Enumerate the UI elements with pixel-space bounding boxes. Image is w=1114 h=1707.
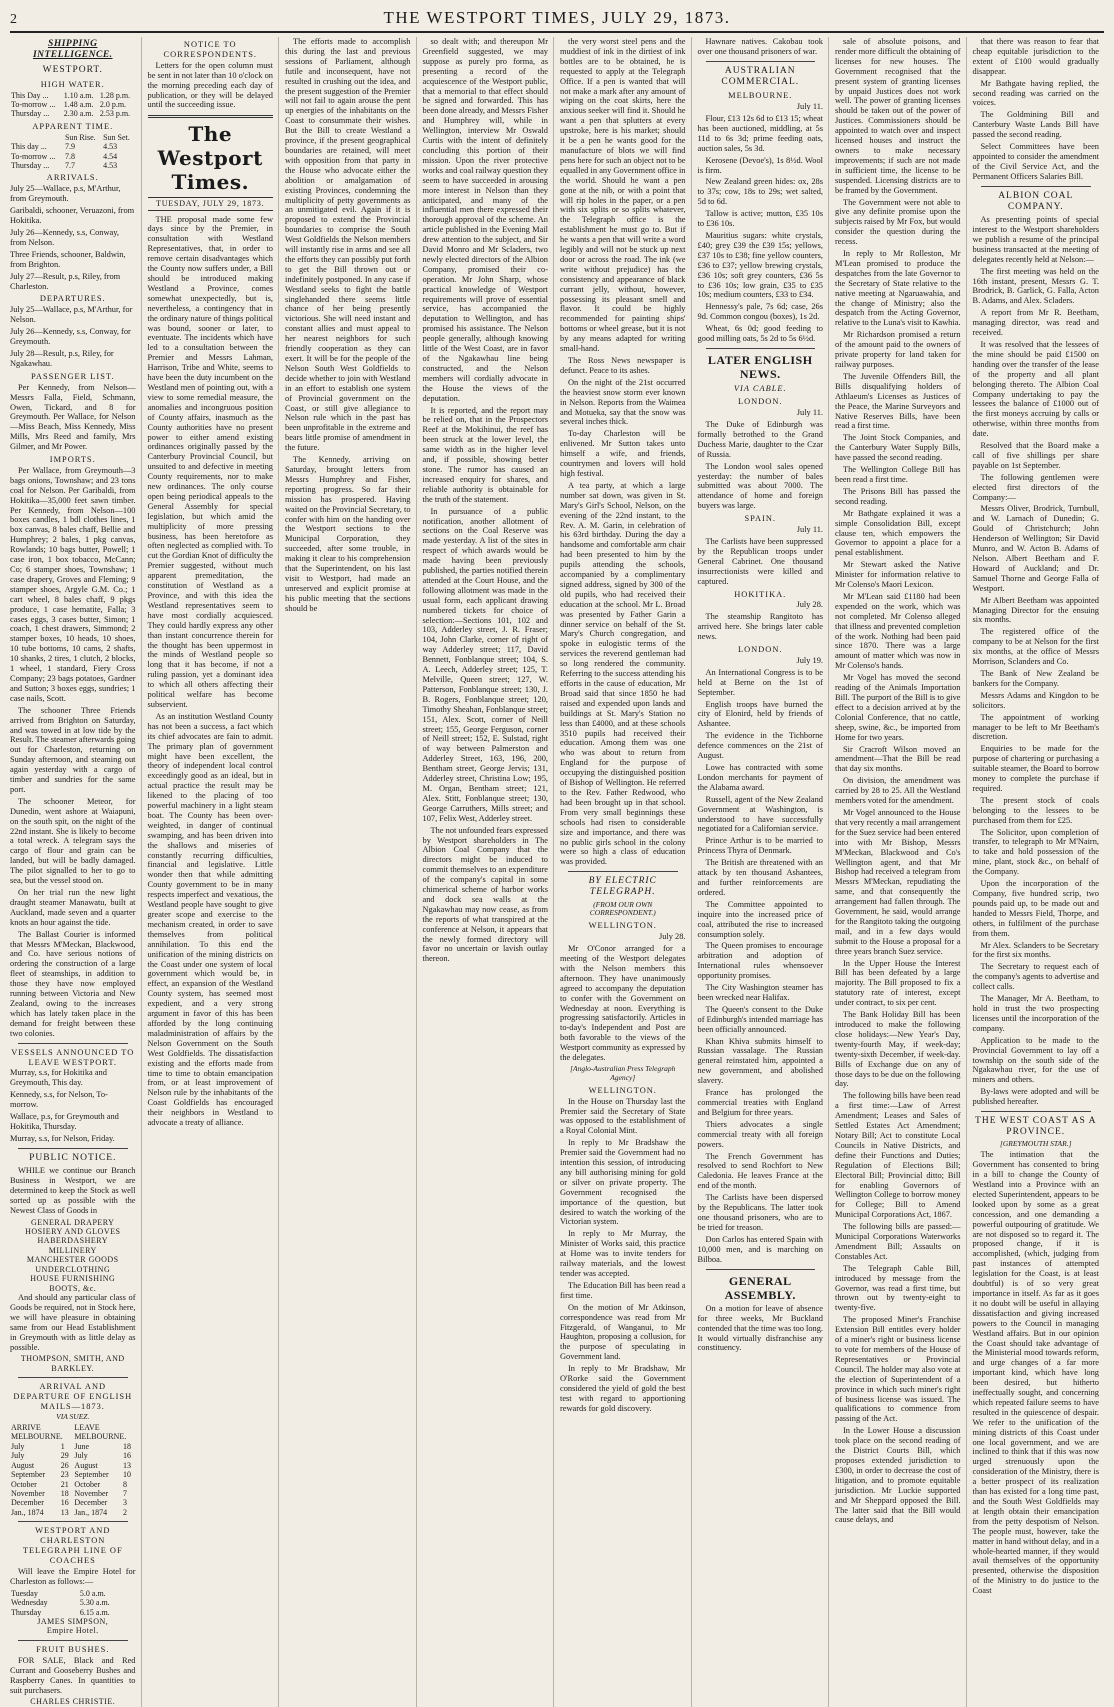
article-paragraph: In the Lower House a discussion took place on the second reading of the District Courts Bill, which proposes extended jurisdiction to £300, in order to decrease the cost of litigation, and to promote equitable jurisdiction. Mr Luckie supported and Mr Sheppard opposed the Bill. The latter said that the Bill would cause delays, and [835,1426,961,1525]
article-paragraph: A report from Mr R. Beetham, managing director, was read and received. [972,308,1099,338]
article-paragraph: so dealt with; and thereupon Mr Greenfield suggested, we may suppose as purely pro forma, as presenting a record of the acquiescence of the Westport public, that a memorial to that effect should be signed and forwarded. This has been done already, and Messrs Fisher and Humphrey will, while in Wellington, interview Mr Oswald Curtis with the intent of definitely concluding this portion of their mission. Upon the river protective works and coal railway question they seem to have succeeded in arousing more interest in Nelson than they anticipated, and many of the influential men there expressed their thorough approval of the scheme. An article published in the Evening Mail drew attention to the subject, and Sir David Monro and Mr Scladers, two newly elected directors of the Albion Company, promised their co-operation. Mr John Sharp, whose practical knowledge of Westport requirements will prove of essential service, has accompanied the deputation to Wellington, and has promised his assistance. The Nelson people generally, although knowing little of the West Coast, are in favor of the Ngakawhau line being constructed, and the Nelson members will cordially advocate in the House the views of the deputation. [422,37,549,403]
hokitika-heading: HOKITIKA. [734,589,787,599]
article-paragraph: The Queen's consent to the Duke of Edinburgh's intended marriage has been officially announced. [697,1004,823,1034]
article-paragraph: The Bank Holiday Bill has been introduced to make the following close holidays:—New Year's Day, twenty-fourth May, if week-day; twenty-sixth December, if week-day. Bills of Exchange due on any of those days to be due on the following day. [835,1010,961,1089]
article-paragraph: The Government were not able to give any definite promise upon the subjects raised by Mr Fox, but would consider the question during the recess. [835,197,961,247]
article-paragraph: The Prisons Bill has passed the second reading. [835,486,961,506]
article-paragraph: The steamship Rangitoto has arrived here. She brings later cable news. [697,612,823,642]
goods-item: BOOTS, &c. [49,1283,97,1293]
article-paragraph: The appointment of working manager to be left to Mr Beetham's discretion. [972,712,1099,742]
imports-text: Per Wallace, from Greymouth—3 bags onions, Townshaw; and 23 tons coal for Nelson. Per Garibaldi, from Hokitika—35,000 feet sawn timber. Per Kennedy, from Nelson—100 boxes candles, 1 bdl clothes lines, 1 box canvas, 8 bales chaff, Bellie and Humphrey; 2 bales, 1 pkg canvas, Rowlands; 10 bags butter, Powell; 1 case iron, 1 box tobacco, McCann; Co; 6 stamper shoes, Townshaw; 1 case drapery, Groves and Fleming; 9 stamper shoes, Argyle G.M. Co.; 1 cart wheel, 8 bales chaff, 9 pkgs produce, 1 case hematite, Falla; 3 cases eggs, 3 cases butter, Simon; 1 coach, 1 chest drawers, Simmond; 2 stamper boxes, 10 heads, 10 shoes, 10 tube bottoms, 10 cams, 2 shafts, 10 shanks, 2 tires, 1 clutch, 2 blocks, 1 wheel, 1 standard, Fiery Cross Company; 23 bags potatoes, Gardner and Sutton; 3 boxes eggs, sundries; 1 case nails, Scott. [10,465,136,703]
fruit-heading: FRUIT BUSHES. [36,1644,110,1654]
article-paragraph: The Ross News newspaper is defunct. Peace to its ashes. [560,356,686,375]
goods-item: MILLINERY [48,1245,97,1255]
divider [18,1521,128,1522]
mails-via: VIA SUEZ. [56,1412,90,1422]
goods-item: UNDERCLOTHING [35,1264,111,1274]
australian-commercial-heading: AUSTRALIAN COMMERCIAL. [721,65,800,88]
coaches-body: Will leave the Empire Hotel for Charleston as follows:— [10,1566,136,1586]
goods-item: HABERDASHERY [37,1236,108,1246]
article-paragraph: The efforts made to accomplish this during the last and previous sessions of Parliament, although futile and inconsequent, have not resulted in crushing out the idea, and the present suggestion of the Premier will not fail to again arouse the pent up energies of the inhabitants on the Coast to consummate their wishes. But the Bill to create Westland a province, if the present geographical boundaries are retained, will meet with opposition from that party in the House who advocate either the abolition or amalgamation of existing Provinces, condemning the multiplicity of petty governments as an unmitigated evil. Again if it is proposed to extend the Provincial boundaries to comprise the South West Goldfields the Nelson members will instantly rise in arms and see all the efforts they can possibly put forth to get the Bill thrown out or indefinitely postponed. In any case if Westland seeks to fight the battle singlehanded there seems little chance of her being presently victorious. She will need instant and constant allies and must appeal to her nearest neighbors for such friendly cooperation as they can exert. It will be for the people of the Nelson South West Goldfields to decide whether to join with Westland in an effort to establish one system of Provincial government on the Coast, or still give allegiance to Nelson rule which in the past has been unprofitable in the extreme and bears little promise of amendment in the future. [285,37,411,453]
spain-heading: SPAIN. [744,514,777,524]
article-paragraph: Mr Vogel announced to the House that very recently a mail arrangement for the Suez service had been entered into with Mr Bishop, Messrs M'Meckan, Blackwood and Co's Wellington agent, and that Mr Bishop had received a telegram from Messrs M'Meckan, repudiating the same, and that consequently the arrangement had fallen through. The Government, he said, would arrange for the Rangitoto taking the outgoing mail, and in a few days would submit to the House a proposal for a three years branch Suez service. [835,807,961,956]
article-paragraph: The Kennedy, arriving on Saturday, brought letters from Messrs Humphrey and Fisher, reporting progress. So far their mission has prospered. Having waited on the Provincial Secretary, to confer with him on the handing over the Westport sections to the Municipal Corporation, they succeeded, after some trouble, in making it clear to his comprehension that the Superintendent, on his last visit to Westport, had made an unreserved and explicit promise at his public meeting that the sections should be [285,455,411,613]
table-header: ARRIVE MELBOURNE. LEAVE MELBOURNE. [11,1422,127,1442]
article-paragraph: To-day Charleston will be enlivened. Mr Sutton takes unto himself a wife, and friends, countrymen and lovers will hold high festival. [560,429,686,478]
masthead-title: THE WESTPORT TIMES, JULY 29, 1873. [383,8,731,27]
article-paragraph: Messrs Adams and Kingdon to be solicitors. [972,690,1099,710]
article-paragraph: Mr O'Conor arranged for a meeting of the Westport delegates with the Nelson members this afternoon. They have unanimously agreed to accompany the deputation to confer with the Government on Wednesday at noon. Everything is progressing satisfactorily. Articles in to-day's Independent and Post are both favorable to the views of the Westport community as expressed by the delegates. [560,944,686,1063]
article-paragraph: The registered office of the company to be at Nelson for the first six months, at the office of Messrs Morrison, Sclanders and Co. [972,627,1099,667]
article-paragraph: The French Government has resolved to send Rochfort to New Caledonia. He leaves France at the end of the month. [697,1151,823,1191]
west-coast-heading: THE WEST COAST AS A PROVINCE. [975,1116,1097,1138]
article-paragraph: The schooner Meteor, for Dunedin, went ashore at Waiapuni, on the south spit, on the night of the 22nd instant. She is likely to become a total wreck. A telegram says the cargo of flour and grain can be landed, but will be badly damaged. The pilot signalled to her to go to sea, but the vessel stood on. [10,796,136,886]
list-item: Murray, s.s, for Hokitika and Greymouth, This day. [10,1068,107,1088]
telegraph-sub: (FROM OUR OWN CORRESPONDENT.) [589,899,656,918]
table-row: This day ... 7.9 4.53 [11,142,118,152]
article-paragraph: Hawnare natives. Cakobau took over one thousand prisoners of war. [697,37,823,56]
melbourne-heading: MELBOURNE. [728,91,793,101]
article-paragraph: France has prolonged the commercial treaties with England and Belgium for three years. [697,1088,823,1117]
article-paragraph: On her trial run the new light draught steamer Manawatu, built at Auckland, made seven and a quarter knots an hour against the tide. [10,888,136,927]
article-paragraph: Select Committees have been appointed to consider the amendment of the Civil Service Act, and the Permanent Officers Salaries Bill. [972,142,1099,181]
divider [706,61,816,62]
list-item: July 25—Wallace, p.s, M'Arthur, for Nelson. [10,305,133,325]
passenger-list: Per Kennedy, from Nelson—Messrs Falla, Field, Schmann, Owen, Tickard, and 8 for Greymouth. Per Wallace, for Nelson—Miss Beach, Miss Kennedy, Miss Mills, Mrs Reed and family, Mrs Gilmer, and Mr Power. [10,382,136,452]
article-paragraph: The London wool sales opened yesterday: the number of bales submitted was about 7000. The attendance of home and foreign buyers was large. [697,461,823,511]
goods-item: GENERAL DRAPERY [31,1217,115,1227]
mails-heading: ARRIVAL AND DEPARTURE OF ENGLISH MAILS—1873. [13,1382,133,1412]
divider [568,871,678,872]
article-paragraph: The not unfounded fears expressed by Westport shareholders in The Albion Coal Company that the directors might be induced to commit themselves to an expenditure of the company's capital in some chimerical scheme of harbor works and dock sea walls at the Ngakawhau may now cease, as from the reports of what transpired at the conference at Nelson, it appears that the newly formed directory will favor no uncertain or lavish outlay thereon. [422,825,548,964]
list-item: Kennedy, s.s, for Nelson, To-morrow. [10,1090,108,1110]
dateline: July 11. [796,408,823,418]
article-paragraph: The Duke of Edinburgh was formally betrothed to the Grand Duchess Marie, daughter to the Czar of Russia. [697,420,823,459]
article-paragraph: The British are threatened with an attack by ten thousand Ashantees, and further reinforcements are ordered. [697,858,823,897]
article-paragraph: The Secretary to request each of the company's agents to advertise and collect calls. [972,962,1099,992]
article-paragraph: The evidence in the Tichborne defence commences on the 21st of August. [697,731,823,761]
later-english-news-heading: LATER ENGLISH NEWS. [707,352,813,382]
coaches-table [10,1589,136,1617]
article-paragraph: Sir Cracroft Wilson moved an amendment—That the Bill be read that day six months. [835,744,961,774]
fruit-body: FOR SALE, Black and Red Currant and Gooseberry Bushes and Raspberry Canes. In quantities to suit purchasers. [10,1655,136,1695]
editorial-date: TUESDAY, JULY 29, 1873. [148,197,274,210]
article-paragraph: Don Carlos has entered Spain with 10,000 men, and is marching on Bilboa. [697,1234,823,1264]
fruit-signature: CHARLES CHRISTIE. [30,1697,116,1707]
public-notice-heading: PUBLIC NOTICE. [29,1152,117,1163]
article-paragraph: Resolved that the Board make a call of five shillings per share payable on 1st September. [972,441,1099,470]
article-paragraph: Mr M'Lean said £1180 had been expended on the work, which was not completed. Mr Colenso alleged that illness and prevented completion of the work. Nothing had been paid since 1870. There was a large amount of matter which was now in Mr Colenso's hands. [835,591,961,671]
article-paragraph: Tallow is active; mutton, £35 10s to £36 10s. [697,209,823,229]
list-item: Garibaldi, schooner, Veruazoni, from Hokitika. [10,206,135,226]
divider [981,1111,1092,1112]
goods-item: HOSIERY AND GLOVES [25,1226,121,1236]
divider [706,348,816,349]
public-notice-close: And should any particular class of Goods be required, not in Stock here, we will have pleasure in obtaining same from our Head Establishment in Greymouth with as little delay as possible. [10,1293,136,1352]
arrivals-label: ARRIVALS. [46,173,99,183]
article-paragraph: In reply to Mr Rolleston, Mr M'Lean promised to produce the despatches from the late Governor to the Secretary of State relative to the native meeting at Ngaruawahia, and the change of Ministry; also the despatch from the Acting Governor, relative to the Luna's visit to Kawhia. [835,249,961,328]
table-row: November 18 November 7 [11,1488,128,1498]
article-paragraph: The proposed Miner's Franchise Extension Bill entitles every holder of a miner's right or business license to vote for members of the House of Representatives or Provincial Council. The holder may also vote at the election of Superintendent of a province in which such miner's right of business license was issued. The qualifications to commence from passing of the Act. [835,1315,961,1424]
column-3 [285,37,417,1707]
table-row: Wednesday 5.30 a.m. [11,1598,110,1608]
article-paragraph: By-laws were adopted and will be published hereafter. [972,1087,1099,1107]
goods-item: HOUSE FURNISHING [30,1274,116,1284]
column-6 [698,37,830,1707]
article-paragraph: The first meeting was held on the 16th instant, present, Messrs G. T. Brodrick, B. Garlick, G. Falla, Acton B. Adams, and Alex. Scladers. [972,266,1099,306]
divider [18,1640,128,1641]
table-row: Jan., 1874 13 Jan., 1874 2 [11,1507,128,1517]
article-paragraph: The Bank of New Zealand be bankers for the Company. [972,668,1099,688]
column-2 [148,37,280,1707]
public-notice-body: WHILE we continue our Branch Business in Westport, we are determined to keep the Stock as well sorted up as possible with the Newest Class of Goods in [10,1165,136,1215]
correspondents-heading: NOTICE TO CORRESPONDENTS. [163,40,257,59]
table-row: September 23 September 10 [11,1470,132,1480]
article-paragraph: The Carlists have been dispersed by the Republicans. The latter took one thousand prisoners, who are to be tried for treason. [697,1193,823,1232]
high-water-label: HIGH WATER. [40,79,105,89]
dateline: July 11. [796,102,823,112]
article-paragraph: On the night of the 21st occurred the heaviest snow storm ever known in Nelson. Reports from the Waimea and Motueka, say that the snow was several inches thick. [560,377,686,427]
article-paragraph: The Ballast Courier is informed that Messrs M'Meckan, Blackwood, and Co. have serious notions of ordering the construction of a large fleet of steamships, in addition to those they have now employed running between Victoria and New Zealand, owing to the increases which has lately taken place in the demand for freight between these two colonies. [10,929,136,1038]
london-heading: LONDON. [738,397,783,407]
article-paragraph: The Goldmining Bill and Canterbury Waste Lands Bill have passed the second reading. [972,110,1099,140]
article-paragraph: On the motion of Mr Atkinson, correspondence was read from Mr Fitzgerald, of Wanganui, to Mr Haughton, proposing a collusion, for the purpose of speculating in Government land. [560,1302,686,1362]
column-4 [423,37,555,1707]
article-paragraph: Wheat, 6s 0d; good feeding to good milling oats, 5s 2d to 5s 6½d. [697,324,823,344]
coaches-signature-place: Empire Hotel. [46,1626,99,1636]
table-row: Tuesday 5.0 a.m. [11,1588,106,1598]
albion-heading: ALBION COAL COMPANY. [998,190,1074,212]
apparent-time-label: APPARENT TIME. [32,121,114,131]
article-paragraph: The present stock of coals belonging to the lessees to be purchased from them for £25. [972,795,1099,825]
editorial-title: The Westport Times. [157,122,263,194]
correspondents-body: Letters for the open column must be sent in not later than 10 o'clock on the morning preceding each day of publication, or they will be delayed until the succeeding issue. [147,60,273,110]
divider [148,115,274,118]
article-paragraph: the very worst steel pens and the muddiest of ink in the dirtiest of ink bottles are to be obtained, he is requested to apply at the Telegraph Office. If a pen is wanted that will not make a mark after any amount of wiping on the coat skirts, here the anxious seeker will find it. Should he want a pen that splutters at every upstroke, here is his market; should it be a pen he wants good for the manufacture of blots we will find pens here for such an object not to be equalled in any Government office in the world. Should he want a pen gone at the nib, or with a point that will rip holes in the paper, or a pen with six splits or so splits whatever, the Telegraph office is the establishment he must go to. But if he wants a pen that will write a word legibly and will not be stuck up next door or across the road. The ink (we write without prejudice) has the consistency and appearance of black currant jelly, without, however, possessing its pleasant smell and flavor. It could be highly recommended for painting ships' bottoms or wheel grease, but it is not by any means adapted for writing small-hand. [560,37,686,354]
column-8 [973,37,1105,1707]
article-paragraph: Messrs Oliver, Brodrick, Turnbull, and W. Larnach of Dunedin; G. Gould of Christchurch; John Henderson of Wellington; Sir David Munro, and W. Acton B. Adams of Nelson. Albert Beetham and F. Howard of Auckland; and Dr. Samuel Thorne and George Falla of Westport. [972,504,1099,593]
table-row: To-morrow ... 7.8 4.54 [11,151,118,161]
article-paragraph: THE proposal made some few days since by the Premier, in consultation with Westland Representatives, that, in order to remove certain disadvantages which the County now suffers under, a Bill should be introduced making Westland a Province, comes somewhat unexpectedly, but is, nevertheless, a contingency that in the ordinary nature of things political was bound, sooner or later, to eventuate. The incidents which have led to a consultation between the Premier and Messrs Lahman, Harrison, Tribe and White, seems to have been the duty incumbent on the Westland men of pointing out, with a view to some remedial measure, the anomalies and incongruous position of County affairs, inasmuch as the County authorities have no present power to either amend existing ordinances originally passed by the Canterbury Provincial Council, but unsuited to and defective in meeting County requirements, nor to make new ordinances. The only course open being periodical appeals to the General Assembly for special legislation, but which amid the multiplicity of more pressing business, has been heretofore as often neglected as complied with. To cut the Gordian Knot of difficulty the Premier suggested, without much apparent premeditation, the constitution of Westland as a Province, and with this idea the Westland representatives seem to have most cordially acquiesced. They could hardly express any other than instant concurrence therein for the thought has been uppermost in the minds of Westland people so long that it has become, if not a ruling passion, yet a dominant idea to which all others affecting their political welfare has become subservient. [147,214,273,709]
list-item: Wallace, p.s, for Greymouth and Hokitika, Thursday. [10,1112,119,1131]
article-paragraph: Hennessy's pale, 7s 6d; case, 26s 9d. Common congou (boxes), 1s 2d. [697,302,823,322]
article-paragraph: It was resolved that the lessees of the mine should be paid £1500 on handing over the transfer of the lease of the property and all plant belonging thereto. The Albion Coal Company undertaking to pay the lessees the balance of £1000 out of the first moneys accruing by calls or otherwise, within three months from date. [972,339,1099,439]
article-paragraph: The City Washington steamer has been wrecked near Halifax. [697,983,823,1002]
table-row: Thursday ... 7.7 4.53 [11,161,118,171]
article-paragraph: The following bills are passed:—Municipal Corporations Waterworks Amendment Bill; Assaults on Constables Act. [835,1222,961,1261]
article-paragraph: The Wellington College Bill has been read a first time. [835,465,961,484]
article-paragraph: The intimation that the Government has consented to bring in a bill to change the County of Westland into a Province with an elected Superintendent, appears to be looked upon by some as a great concession, and one demanding a powerful outpouring of gratitude. We are not disposed so to regard it. The proposed change, if it is accomplished, (which, judging from past instances of attempted legislation for the Coast, is at least doubtful) is of so very great importance in itself. As far as it goes it no doubt will be useful in allaying dissatisfaction and giving increased powers to the Council in managing Westland affairs. But in our opinion the Coast should take advantage of the Ministerial mood towards reform, and urge changes of a far more important kind, which have long been desired, but hitherto ineffectually sought, and concerning which repeated failure seems to have resulted in the quiescence of despair. We refer to the unification of the mining districts of this Coast under one local government, and we are inclined to think that if this was now urged strenuously upon the consideration of the Ministry, there is a better prospect of its realization than has existed for a long time past, and the South West Goldfields may at length obtain their emancipation from the petty despotism of Nelson. The people must, however, take the matter in hand without delay, and in a whole-hearted manner, if they would avail themselves of the opportunity presented, otherwise the disposition of the Ministry to do justice to the Coast [972,1150,1099,1596]
shipping-heading: SHIPPING INTELLIGENCE. [32,39,113,61]
article-paragraph: Kerosene (Devoe's), 1s 8½d. Wool is firm. [697,155,823,175]
column-1 [10,37,142,1707]
table-row: July 1 June 18 [11,1441,132,1451]
coaches-heading: WESTPORT AND CHARLESTON TELEGRAPH LINE OF COACHES [22,1526,123,1565]
imports-label: IMPORTS. [49,455,96,465]
article-paragraph: The Carlists have been suppressed by the Republican troops under General Cabrinet. One thousand insurrectionists were killed and captured. [697,536,823,586]
london-heading-2: LONDON. [738,645,783,655]
article-paragraph: Lowe has contracted with some London merchants for payment of the Alabama award. [697,763,823,792]
columns [10,37,1104,1707]
article-paragraph: On division, the amendment was carried by 28 to 25. All the Westland members voted for the amendment. [835,776,961,806]
article-paragraph: The Joint Stock Companies, and the Canterbury Water Supply Bills, have passed the second reading. [835,433,961,463]
article-paragraph: The Juvenile Offenders Bill, the Bills disqualifying holders of Athlaeum's Licenses as Justices of the Peace, the Marine Surveyors and Native Reserves Bills, have been read a first time. [835,371,961,431]
article-paragraph: The following bills have been read a first time:—Law of Arrest Amendment; Leases and Sales of Settled Estates Act Amendment; Notary Bill; Act to constitute Local Councils in Native Districts, and define their Functions and Duties; Regulation of Elections Bill; Electoral Bill; Provincial ditto; Bill for enabling Governors of Wellington College to borrow money for College; Bill to Amend Municipal Corporations Act, 1867. [835,1091,961,1220]
page-number: 2 [10,12,17,27]
article-paragraph: Mr Vogel has moved the second reading of the Animals Importation Bill. The purport of the Bill is to give effect to a decision arrived at by the Colonial Conference, that no cattle, sheep, swine, &c., be imported from Home for two years. [835,673,961,742]
article-paragraph: The following gentlemen were elected first directors of the Company:— [972,472,1099,502]
table-header: Sun Rise. Sun Set. [64,132,130,142]
article-paragraph: In the Upper House the Interest Bill has been defeated by a large majority. The Bill proposed to fix a statutory rate of interest, except under contract, to six per cent. [835,958,961,1008]
article-paragraph: English troops have burned the city of Elonird, held by friends of Ashantee. [697,699,823,729]
article-paragraph: The Committee appointed to inquire into the increased price of coal, attributed the rise to increased consumption solely. [697,899,823,939]
article-paragraph: The Education Bill has been read a first time. [560,1280,686,1300]
divider [18,1377,128,1378]
article-paragraph: New Zealand green hides: ox, 28s to 37s; cow, 18s to 29s; wet salted, 5d to 6d. [697,177,823,207]
article-paragraph: The Manager, Mr A. Beetham, to hold in trust the two prospecting licenses until the incorporation of the company. [972,994,1099,1033]
vessels-heading: VESSELS ANNOUNCED TO LEAVE WESTPORT. [11,1047,135,1067]
divider [18,1043,128,1044]
list-item: July 26—Kennedy, s.s, Conway, for Greymouth. [10,327,131,347]
coaches-signature: JAMES SIMPSON, [37,1617,109,1626]
article-paragraph: Mr Bathgate having replied, the second reading was carried on the voices. [972,78,1099,108]
article-paragraph: Application to be made to the Provincial Government to lay off a township on the south side of the Ngakawhau river, for the use of miners and others. [972,1035,1099,1085]
via-cable-label: VIA CABLE. [733,384,787,394]
wellington-heading: WELLINGTON. [588,921,657,931]
article-paragraph: A tea party, at which a large number sat down, was given in St. Mary's Girl's School, Nelson, on the evening of the 22nd instant, to the Rev. A. M. Garin, in celebration of his 63rd birthday. During the day a handsome and comfortable arm chair had been presented to him by the pupils attending the schools, accompanied by a complimentary signed address, signed by 300 of the old pupils, who had received their education at the school. Mr L. Broad was presented by Father Garin a dinner service on behalf of the St. Mary's Church congregation, and spoke in eulogistic terms of the services the reverend gentleman had so long rendered the community. Referring to the success attending his efforts in the cause of education, Mr Broad said that since 1850 he had raised and expended upon lands and buildings at St. Mary's Station no less than £4000, and at these schools 3510 pupils had received their education. Among them was one who was about to return from England for the purpose of occupying the distinguished position of Bishop of Wellington. He referred to the Rev. Father Redwood, who had been brought up in that school. From very small beginnings these schools had risen to considerable size and importance, and there was no public girls school in the colony were so high a class of education was provided. [560,480,686,867]
departures-label: DEPARTURES. [39,294,106,304]
dateline: July 28. [796,600,823,610]
article-paragraph: The schooner Three Friends arrived from Brighton on Saturday, and was towed in at low tide by the Result. The steamer afterwards going out for Charleston, returning on Sunday afternoon, and steaming out again yesterday with a cargo of timber and sundries for the same port. [10,705,136,794]
table-row: August 26 August 13 [11,1460,132,1470]
column-5 [560,37,692,1707]
west-coast-source: [GREYMOUTH STAR.] [999,1139,1072,1149]
public-notice-signature: THOMPSON, SMITH, AND BARKLEY. [20,1354,125,1373]
divider [981,186,1092,187]
wellington-heading-2: WELLINGTON. [588,1085,657,1095]
article-paragraph: Thiers advocates a single commercial treaty with all foreign powers. [697,1119,823,1149]
divider [18,1148,128,1149]
article-paragraph: Upon the incorporation of the Company, five hundred scrip, two pounds paid up, to be made out and handed to Messrs Field, Thorpe, and others, in fulfilment of the purchase from them. [972,879,1099,938]
list-item: July 27—Result, p.s, Riley, from Charleston. [10,271,121,291]
list-item: Three Friends, schooner, Baldwin, from Brighton. [10,249,126,269]
article-paragraph: that there was reason to fear that cheap equitable jurisdiction to the extent of £100 would gradually disappear. [972,37,1099,76]
table-row: Thursday 6.15 a.m. [11,1607,110,1617]
table-row: July 29 July 16 [11,1451,132,1461]
article-paragraph: In the House on Thursday last the Premier said the Secretary of State was opposed to the establishment of a Royal Colonial Mint. [560,1096,686,1136]
article-paragraph: As an institution Westland County has not been a success, a fact which its chief advocates are fain to admit. The primary plan of government might have been excellent, the theory of independent local control exceedingly good as an ideal, but in actual practice the result may be likened to the placing of too powerful machinery in a light steam boat. The County has been over-weighted, in danger of continual swamping, and has been driven into the shallows and miseries of constantly recurring difficulties, financial and legislative. Little wonder then that while admitting County government to be in many respects imperfect and vexatious, the Westland people have sought to give greater scope and exercise to the mechanism created, in order to save themselves from political annihilation. To this end the unification of the mining districts on the Coast under one system of local government which would be, in effect, an expansion of the Westland County system, has seemed most expedient, and a very strong argument in favor of this has been afforded by the long continuing maladministration of affairs by the Nelson Government on the South West Goldfields. The dissatisfaction existing and the efforts made from time to time to obtain emancipation from, or at least improvement of Nelson rule by the inhabitants of the Coast Goldfields has encouraged their neighbors in Westland to advocate a treaty of alliance. [147,711,273,1128]
list-item: Murray, s.s, for Nelson, Friday. [10,1133,115,1143]
table-row: Thursday ... 2.30 a.m. 2.53 p.m. [11,109,131,119]
article-paragraph: In pursuance of a public notification, another allotment of sections on the Coal Reserve was made yesterday. A list of the sites in respect of which awards would be made having been previously published, the parties notified therein attended at the Court House, and the following allotment was made in the usual form, each applicant drawing numbered tickets for choice of selection:—Sections 101, 102 and 103, Adderley street, J. R. Fraser; 104, John Clarke, corner of right of way Adderley street; 117, David Bennett, Fonblanque street; 104, S. A. Leech, Adderley street; 125, T. Melville, Queen street; 127, W. Patterson, Fonblanque street; 130, J. B. Rogers, Fonblanque street; 120, Timothy Sheahan, Fonblanque street; 151, Alex. Scott, corner of Neill street; 155, George Ferguson, corner of Neill street; 152, E. Sulstad, right of way between Palmerston and Adderley Street, 163, 196, 200, Bentham street, George Jervis; 131, Adderley street, Christina Low; 195, M. Organ, Bentham street; 121, Alex. Stitt, Fonblanque street; 130, George Carruthers, Mills street; and 107, Felix West, Adderley street. [422,506,548,823]
passengers-label: PASSENGER LIST. [31,371,115,381]
article-paragraph: The Telegraph Cable Bill, introduced by message from the Governor, was read a first time, but thrown out by twenty-eight to twenty-five. [835,1263,961,1313]
list-item: July 26—Kennedy, s.s, Conway, from Nelson. [10,228,119,247]
sun-table [10,133,136,171]
article-paragraph: Mr Stewart asked the Native Minister for information relative to Mr Colenso's Maori Lexicon. [835,560,961,590]
general-assembly-heading: GENERAL ASSEMBLY. [724,1273,796,1302]
goods-item: MANCHESTER GOODS [26,1255,119,1265]
article-paragraph: In reply to Mr Murray, the Minister of Works said, this practice at Home was to invite tenders for railway materials, and the lowest tender was accepted. [560,1229,686,1278]
table-row: To-morrow ... 1.48 a.m. 2.0 p.m. [11,99,127,109]
mails-table [10,1423,136,1517]
agency-label: [Anglo-Australian Press Telegraph Agency] [570,1064,676,1082]
article-paragraph: The Solicitor, upon completion of transfer, to telegraph to Mr M'Nairn, to take and hold possession of the mine, plant, stock &c., on behalf of the Company. [972,827,1099,877]
dateline: July 11. [796,525,823,535]
article-paragraph: Mr Bathgate explained it was a simple Consolidation Bill, except clause ten, which empowers the Governor to appoint a place for a penal establishment. [835,508,961,558]
article-paragraph: As presenting points of special interest to the Westport shareholders we publish a resume of the principal business transacted at the meeting of delegates recently held at Nelson:— [972,215,1099,264]
article-paragraph: It is reported, and the report may be relied on, that in the Prospectors Reef at the Mokihinui, the reef has been struck at the lower level, the same width as in the higher level and, if possible, showing better stone. The rumor has caused an increased enquiry for shares, and reliable authority is obtainable for the truth of the statement. [422,405,548,504]
article-paragraph: An International Congress is to be held at Berne on the 1st of September. [697,667,823,697]
list-item: July 25—Wallace, p.s, M'Arthur, from Greymouth. [10,184,121,204]
list-item: July 28—Result, p.s, Riley, for Ngakawhau. [10,348,114,368]
article-paragraph: Prince Arthur is to be married to Princess Thyra of Denmark. [697,836,823,856]
dateline: July 19. [796,655,823,665]
table-row: December 16 December 3 [11,1498,128,1508]
article-paragraph: Enquiries to be made for the purpose of chartering or purchasing a suitable steamer, the Board to borrow money to complete the purchase if required. [972,744,1099,793]
column-7 [835,37,967,1707]
telegraph-heading: BY ELECTRIC TELEGRAPH. [588,876,657,898]
article-paragraph: Mr Alex. Sclanders to be Secretary for the first six months. [972,940,1099,960]
divider [706,1269,816,1270]
masthead [10,8,1104,33]
article-paragraph: Mr Albert Beetham was appointed Managing Director for the ensuing six months. [972,595,1099,625]
article-paragraph: The Queen promises to encourage arbitration and adoption of International rules whensoever opportunity promises. [697,941,823,981]
article-paragraph: In reply to Mr Bradshaw, Mr O'Rorke said the Government considered the yield of gold the best test with regard to apportioning rewards for gold discovery. [560,1364,686,1413]
article-paragraph: Mr Richardson promised a return of the amount paid to the owners of private property for land taken for railway purposes. [835,330,961,369]
article-paragraph: On a motion for leave of absence for three weeks, Mr Buckland contended that the time was too long. It would virtually disfranchise any constituency. [697,1303,823,1353]
high-water-table [10,91,136,119]
table-row: October 21 October 8 [11,1479,128,1489]
article-paragraph: In reply to Mr Bradshaw the Premier said the Government had no intention this session, of introducing any bill authorising mining for gold or silver on private property. The Government recognised the importance of the question, but desired to watch the working of the Victorian system. [560,1138,686,1227]
article-paragraph: Russell, agent of the New Zealand Government at Washington, is understood to have successfully negotiated for a Californian service. [697,794,823,834]
table-row: This Day ... 1.10 a.m. 1.28 p.m. [11,90,131,100]
article-paragraph: Mauritius sugars: white crystals, £40; grey £39 the £39 15s; yellows, £37 10s to £38; fine yellow counters, £36 to £37; yellow brewing crystals, £36 10s; soft grey counters, £36 5s to £36 10s; low grain, £35 to £35 10s; medium counters, £33 to £34. [697,231,823,300]
port-heading: WESTPORT. [42,65,103,76]
article-paragraph: Khan Khiva submits himself to Russian vassalage. The Russian general reinstated him, appointed a new government, and abolished slavery. [697,1036,823,1086]
article-paragraph: Flour, £13 12s 6d to £13 15; wheat has been auctioned, middling, at 5s 11d to 6s 3d; prime feeding oats, auction sales, 5s 3d. [697,114,823,153]
article-paragraph: sale of absolute poisons, and render more difficult the obtaining of licenses for new houses. The Government recognised that the present system of granting licenses by unpaid Justices does not work well. The power of granting licenses should be taken out of the power of Justices. Commissioners should be appointed to watch over and inspect licensed houses and instruct the owners to make necessary improvements; if such are not made in sufficient time, the license to be suspended. Licensing districts are to be framed by the Government. [835,37,961,195]
dateline: July 28. [658,932,686,942]
